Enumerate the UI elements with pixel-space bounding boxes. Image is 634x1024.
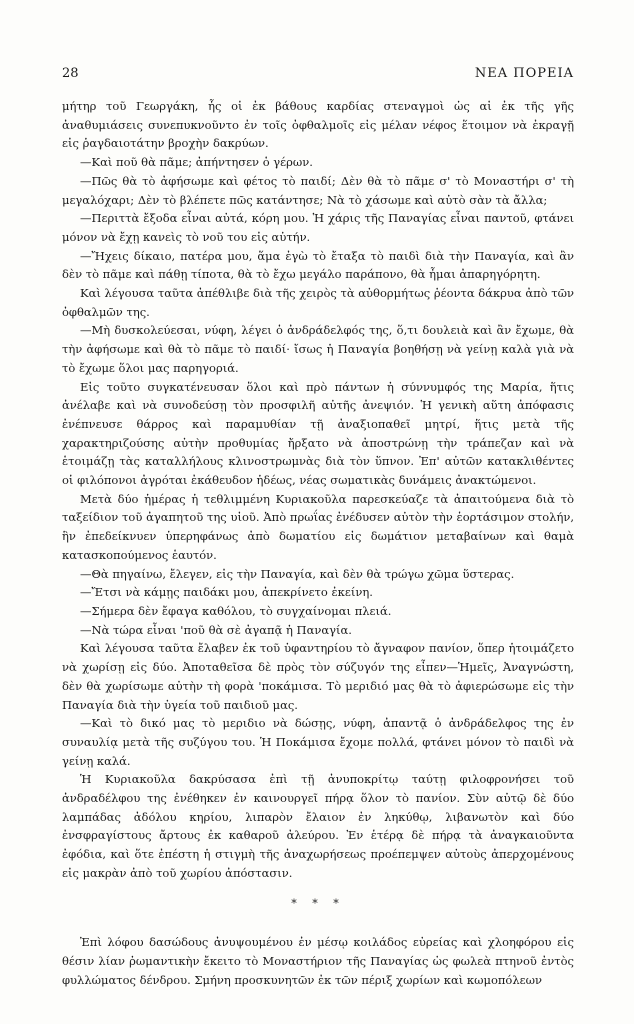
running-title: ΝΕΑ ΠΟΡΕΙΑ — [474, 66, 574, 81]
paragraph: —Θὰ πηγαίνω, ἔλεγεν, εἰς τὴν Παναγία, καὶ δὲν θὰ τρώγω χῶμα ὕστερας. — [80, 566, 515, 581]
paragraph: —Νὰ τώρα εἶναι 'ποῦ θὰ σὲ ἀγαπᾷ ἡ Παναγία. — [80, 622, 352, 637]
paragraph: Μετὰ δύο ἡμέρας ἡ τεθλιμμένη Κυριακοῦλα παρεσκεύαζε τὰ ἀπαιτούμενα διὰ τὸ ταξείδιον τοῦ ἀγαπητοῦ της υἱοῦ. Ἀπὸ πρωΐας ἐνέδυσεν αὐτὸν τὴν ἑορτάσιμον στολήν, ἣν ἐπεδείκνυεν ὑπερηφάνως ἀπὸ δωματίου εἰς δωμάτιον μεταβαίνων καὶ θαμὰ κατασκοπούμενος ἑαυτόν. — [62, 491, 574, 562]
page-header — [62, 66, 574, 86]
paragraph: Εἰς τοῦτο συγκατένευσαν ὅλοι καὶ πρὸ πάντων ἡ σύννυμφός της Μαρία, ἥτις ἀνέλαβε καὶ νὰ συνοδεύσῃ τὸν προσφιλῆ αὐτῆς ἀνεψιόν. Ἡ γενικὴ αὕτη ἀπόφασις ἐνέπνευσε θάρρος καὶ παραμυθίαν τῇ ἀναξιοπαθεῖ μητρί, ἥτις μετὰ τῆς χαρακτηριζούσης αὐτὴν προθυμίας ἤρξατο νὰ ἀποστρώνῃ τὴν τράπεζαν καὶ νὰ ἑτοιμάζῃ τὰς καταλλήλους κλινοστρωμνὰς διὰ τὸν ὕπνον. Ἐπ' αὐτῶν κατακλιθέντες οἱ φιλόπονοι ἀγρόται ἐκάθευδον ἡδέως, νέας σωματικὰς δυνάμεις ἀνακτώμενοι. — [62, 379, 574, 488]
paragraph: —Σήμερα δὲν ἔφαγα καθόλου, τὸ συγχαίνομαι πλειά. — [80, 603, 392, 618]
paragraph: Καὶ λέγουσα ταῦτα ἔλαβεν ἐκ τοῦ ὑφαντηρίου τὸ ἄγναφον πανίον, ὅπερ ἡτοιμάζετο νὰ χωρίσῃ εἰς δύο. Ἀποταθεῖσα δὲ πρὸς τὸν σύζυγόν της εἶπεν—Ἡμεῖς, Ἀναγνώστη, δὲν θὰ χωρίσωμε αὐτὴν τὴ φορὰ 'ποκάμισα. Τὸ μεριδιό μας θὰ τὸ ἀφιερώσωμε εἰς τὴν Παναγία διὰ τὴν ὑγεία τοῦ παιδιοῦ μας. — [62, 641, 574, 712]
paragraph: —Καὶ ποῦ θὰ πᾶμε; ἀπήντησεν ὁ γέρων. — [80, 155, 313, 170]
paragraph: Ἐπὶ λόφου δασώδους ἀνυψουμένου ἐν μέσῳ κοιλάδος εὐρείας καὶ χλοηφόρου εἰς θέσιν λίαν ῥωμαντικὴν ἔκειτο τὸ Μοναστήριον τῆς Παναγίας ὡς φωλεὰ πτηνοῦ ἐντὸς φυλλώματος δένδρου. Σμήνη προσκυνητῶν ἐκ τῶν πέριξ χωρίων καὶ κωμοπόλεων — [62, 935, 574, 987]
paragraph: —Πῶς θὰ τὸ ἀφήσωμε καὶ φέτος τὸ παιδί; Δὲν θὰ τὸ πᾶμε σ' τὸ Μοναστήρι σ' τὴ μεγαλόχαρι; Δὲν τὸ βλέπετε πῶς κατάντησε; Νὰ τὸ χάσωμε καὶ αὐτὸ σὰν τὰ ἄλλα; — [62, 173, 574, 207]
paragraph: —Περιττὰ ἔξοδα εἶναι αὐτά, κόρη μου. Ἡ χάρις τῆς Παναγίας εἶναι παντοῦ, φτάνει μόνον νὰ ἔχῃ κανεὶς τὸ νοῦ του εἰς αὐτήν. — [62, 211, 574, 244]
paragraph: μήτηρ τοῦ Γεωργάκη, ἧς οἱ ἐκ βάθους καρδίας στεναγμοὶ ὡς αἱ ἐκ τῆς γῆς ἀναθυμιάσεις συνεπυκνοῦντο ἐν τοῖς ὀφθαλμοῖς εἰς μέλαν νέφος ἕτοιμον νὰ ἐκραγῇ εἰς ῥαγδαιοτάτην βροχὴν δακρύων. — [62, 99, 574, 151]
paragraph: Καὶ λέγουσα ταῦτα ἀπέθλιβε διὰ τῆς χειρὸς τὰ αὐθορμήτως ῥέοντα δάκρυα ἀπὸ τῶν ὀφθαλμῶν της. — [62, 286, 574, 319]
paragraph: —Καὶ τὸ δικό μας τὸ μεριδιο νὰ δώσῃς, νύφη, ἀπαντᾷ ὁ ἀνδράδελφος της ἐν συναυλίᾳ μετὰ τῆς συζύγου του. Ἡ Ποκάμισα ἔχομε πολλά, φτάνει μόνον τὸ παιδὶ νὰ γείνῃ καλά. — [62, 716, 574, 768]
page-number: 28 — [62, 66, 79, 81]
paragraph: —Ἔτσι νὰ κάμῃς παιδάκι μου, ἀπεκρίνετο ἐκείνη. — [80, 585, 373, 600]
body-text — [62, 97, 574, 989]
section-separator: * * * — [291, 896, 345, 910]
paragraph: —Ἤχεις δίκαιο, πατέρα μου, ἅμα ἐγὼ τὸ ἔταξα τὸ παιδὶ διὰ τὴν Παναγία, καὶ ἂν δὲν τὸ πᾶμε καὶ πάθῃ τίποτα, θὰ τὸ ἔχω μεγάλο παράπονο, θὰ ἦμαι ἀπαρηγόρητη. — [62, 248, 574, 282]
paragraph: Ἡ Κυριακοῦλα δακρύσασα ἐπὶ τῇ ἀνυποκρίτῳ ταύτῃ φιλοφρονήσει τοῦ ἀνδραδέλφου της ἐνέθηκεν ἐν καινουργεῖ πήρᾳ ὅλον τὸ πανίον. Σὺν αὐτῷ δὲ δύο λαμπάδας ἀδόλου κηρίου, λιπαρὸν ἔλαιον ἐν ληκύθῳ, λιβανωτὸν καὶ δύο ἐνσφραγίστους ἄρτους ἐκ καθαροῦ ἀλεύρου. Ἐν ἑτέρᾳ δὲ πήρᾳ τὰ ἀναγκαιοῦντα ἐφόδια, καὶ ὅτε ἐπέστη ἡ στιγμὴ τῆς ἀναχωρήσεως προέπεμψεν αὐτοὺς ἀπερχομένους εἰς μακρὰν ἀπὸ τοῦ χωρίου ἀπόστασιν. — [62, 772, 574, 880]
paragraph: —Μὴ δυσκολεύεσαι, νύφη, λέγει ὁ ἀνδράδελφός της, ὅ,τι δουλειὰ καὶ ἂν ἔχωμε, θὰ τὴν ἀφήσωμε καὶ θὰ τὸ πᾶμε τὸ παιδί· ἴσως ἡ Παναγία βοηθήσῃ νὰ γείνῃ καλὰ γιὰ νὰ τὸ ἔχωμε ὅλοι μας παρηγοριά. — [62, 323, 574, 375]
